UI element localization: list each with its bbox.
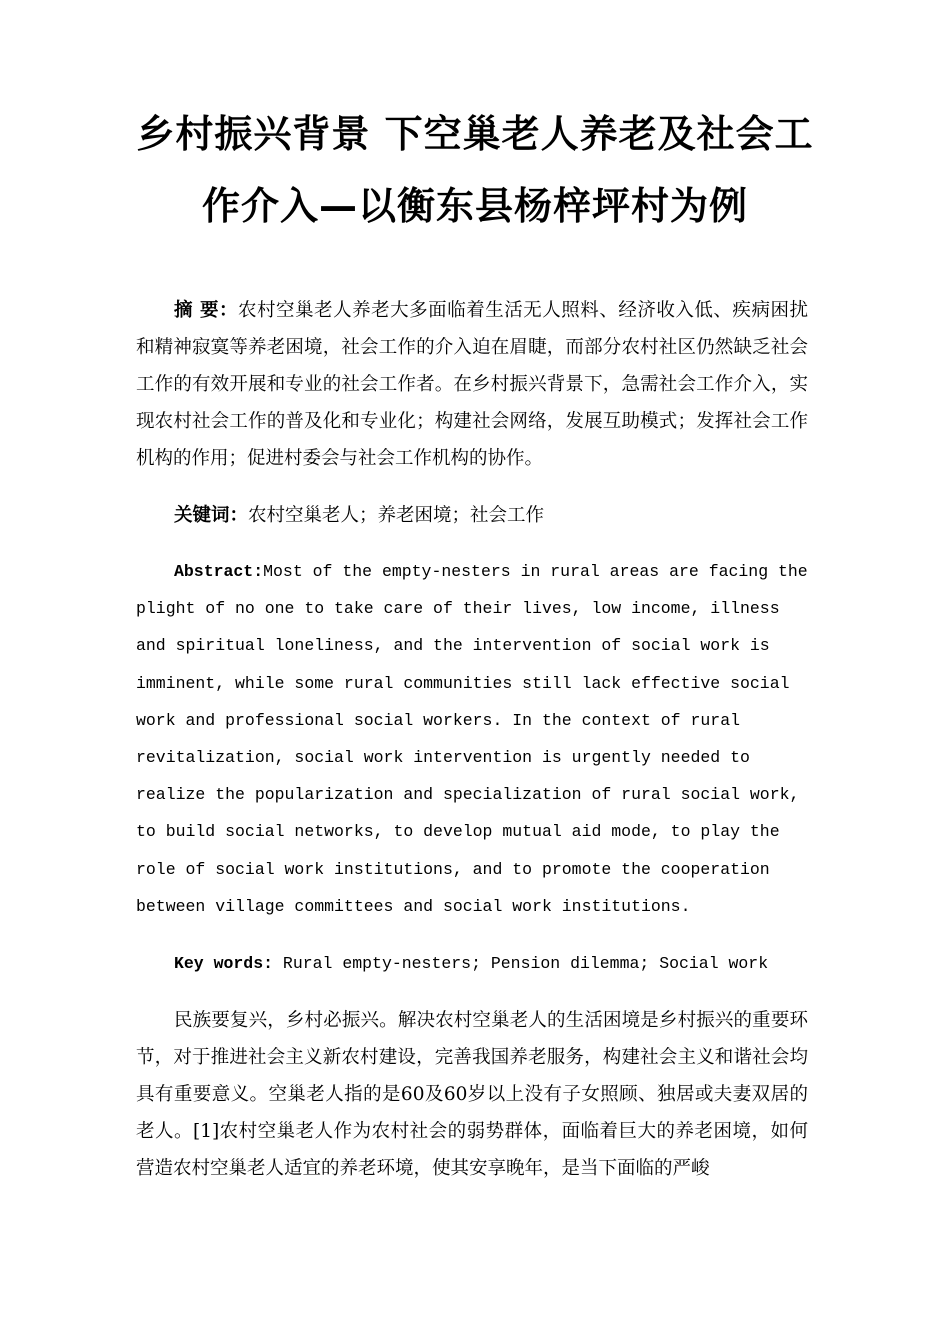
keywords-cn-text: 农村空巢老人；养老困境；社会工作 bbox=[248, 505, 545, 526]
abstract-cn-text: 农村空巢老人养老大多面临着生活无人照料、经济收入低、疾病困扰和精神寂寞等养老困境，社会工作的介入迫在眉睫，而部分农村社区仍然缺乏社会工作的有效开展和专业的社会工作者。在乡村振兴背景下，急需社会工作介入，实现农村社会工作的普及化和专业化；构建社会网络，发展互助模式；发挥社会工作机构的作用；促进村委会与社会工作机构的协作。 bbox=[136, 300, 808, 469]
abstract-en-text: Most of the empty-nesters in rural areas are facing the plight of no one to take care of their lives, low income, illness and spiritual loneliness, and the intervention of social work is imminent, while some rural communities still lack effective social work and professional social workers. In the context of rural revitalization, social work intervention is urgently needed to realize the popularization and specialization of rural social work, to build social networks, to develop mutual aid mode, to play the role of social work institutions, and to promote the cooperation between village committees and social work institutions. bbox=[136, 562, 808, 916]
keywords-cn-label: 关键词： bbox=[174, 505, 249, 526]
abstract-en-label: Abstract: bbox=[174, 562, 264, 581]
abstract-en bbox=[136, 553, 816, 925]
keywords-en-text: Rural empty-nesters; Pension dilemma; Social work bbox=[273, 954, 769, 973]
body-paragraph: 民族要复兴，乡村必振兴。解决农村空巢老人的生活困境是乡村振兴的重要环节，对于推进社会主义新农村建设，完善我国养老服务，构建社会主义和谐社会均具有重要意义。空巢老人指的是60及60岁以上没有子女照顾、独居或夫妻双居的老人。[1]农村空巢老人作为农村社会的弱势群体，面临着巨大的养老困境，如何营造农村空巢老人适宜的养老环境，使其安享晚年，是当下面临的严峻 bbox=[136, 1010, 808, 1179]
paper-title: 乡村振兴背景 下空巢老人养老及社会工作介入—以衡东县杨梓坪村为例 bbox=[136, 112, 814, 228]
abstract-cn-label: 摘 要： bbox=[174, 300, 239, 321]
keywords-en bbox=[136, 945, 816, 982]
keywords-cn bbox=[136, 497, 808, 534]
abstract-cn bbox=[136, 292, 808, 477]
keywords-en-label: Key words: bbox=[174, 954, 274, 973]
